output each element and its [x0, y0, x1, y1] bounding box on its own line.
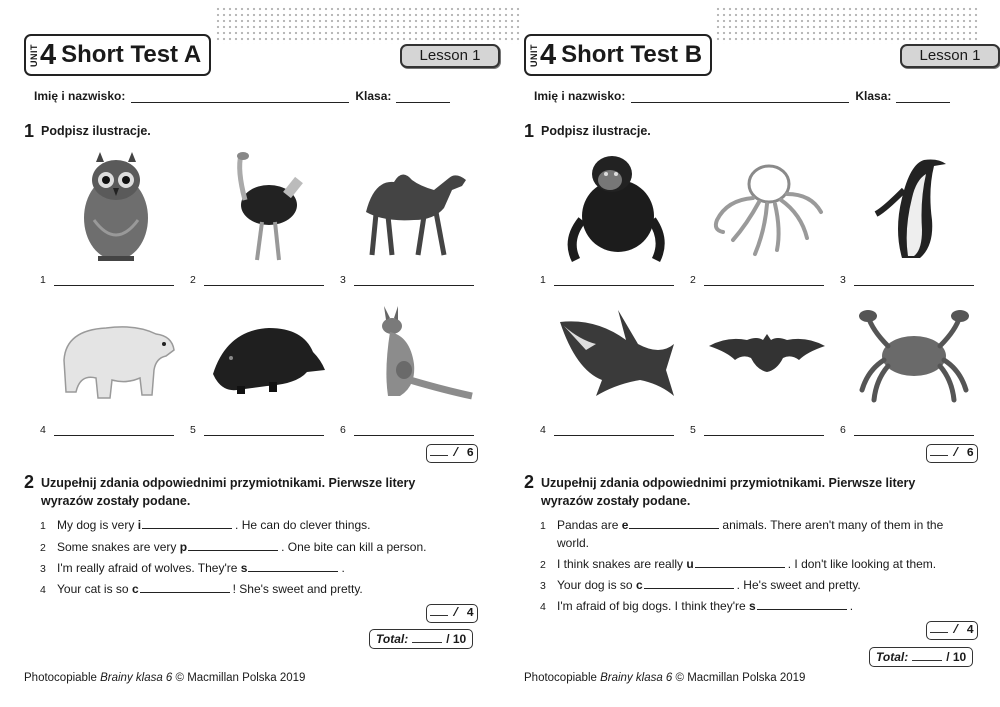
- label-line-2[interactable]: 2: [690, 274, 824, 286]
- label-line-6[interactable]: 6: [840, 424, 974, 436]
- test-page-a: [24, 0, 502, 707]
- label-line-5[interactable]: 5: [190, 424, 324, 436]
- label-line-5[interactable]: 5: [690, 424, 824, 436]
- shark-icon: [556, 300, 676, 415]
- answer-field-2[interactable]: [188, 540, 278, 551]
- total-score-box[interactable]: Total: / 10: [869, 647, 973, 667]
- sentence-4: 4 Your cat is so c ! She's sweet and pretty.: [40, 582, 363, 596]
- section-2-title-line-1: Uzupełnij zdania odpowiednimi przymiotnikami. Pierwsze litery: [41, 476, 416, 490]
- section-1-title: Podpisz ilustracje.: [41, 124, 151, 138]
- name-row: [34, 89, 450, 103]
- lesson-badge: Lesson 1: [400, 44, 500, 68]
- label-line-3[interactable]: 3: [340, 274, 474, 286]
- label-line-1[interactable]: 1: [40, 274, 174, 286]
- name-row: [534, 89, 950, 103]
- section-1-number: 1: [24, 121, 35, 141]
- answer-field-4[interactable]: [140, 582, 230, 593]
- answer-field-4[interactable]: [757, 599, 847, 610]
- kangaroo-icon: [354, 300, 474, 415]
- polar-bear-icon: [56, 300, 176, 415]
- class-label: Klasa:: [855, 89, 892, 103]
- chimpanzee-icon: [556, 150, 676, 265]
- score-box-section-1[interactable]: / 6: [926, 444, 978, 463]
- answer-field-2[interactable]: [695, 557, 785, 568]
- label-line-4[interactable]: 4: [40, 424, 174, 436]
- sentence-1-continuation: world.: [557, 536, 590, 550]
- section-1-number: 1: [524, 121, 535, 141]
- footer-copyright: Photocopiable Brainy klasa 6 © Macmillan Polska 2019: [524, 672, 806, 684]
- sentence-1: 1 My dog is very i . He can do clever things.: [40, 518, 371, 532]
- class-field[interactable]: [896, 91, 950, 103]
- unit-number: 4: [540, 38, 557, 71]
- lesson-badge: Lesson 1: [900, 44, 1000, 68]
- label-line-4[interactable]: 4: [540, 424, 674, 436]
- sentence-3: 3 Your dog is so c . He's sweet and pretty.: [540, 578, 861, 592]
- answer-field-3[interactable]: [248, 561, 338, 572]
- label-line-3[interactable]: 3: [840, 274, 974, 286]
- answer-field-1[interactable]: [629, 518, 719, 529]
- penguin-icon: [854, 150, 974, 265]
- class-label: Klasa:: [355, 89, 392, 103]
- octopus-icon: [707, 150, 827, 265]
- owl-icon: [56, 150, 176, 265]
- unit-number: 4: [40, 38, 57, 71]
- footer-copyright: Photocopiable Brainy klasa 6 © Macmillan Polska 2019: [24, 672, 306, 684]
- total-score-box[interactable]: Total: / 10: [369, 629, 473, 649]
- camel-icon: [354, 150, 474, 265]
- unit-title-box: [24, 34, 211, 76]
- score-box-section-2[interactable]: / 4: [926, 621, 978, 640]
- bat-icon: [707, 300, 827, 415]
- section-2-number: 2: [524, 472, 535, 492]
- name-label: Imię i nazwisko:: [534, 89, 626, 103]
- score-box-section-1[interactable]: / 6: [426, 444, 478, 463]
- unit-label: UNIT: [29, 43, 39, 67]
- section-2-number: 2: [24, 472, 35, 492]
- sentence-2: 2 I think snakes are really u . I don't like looking at them.: [540, 557, 937, 571]
- section-2-title-line-2: wyrazów zostały podane.: [41, 494, 191, 508]
- beaver-icon: [207, 300, 327, 415]
- label-line-2[interactable]: 2: [190, 274, 324, 286]
- section-2-title-line-1: Uzupełnij zdania odpowiednimi przymiotnikami. Pierwsze litery: [541, 476, 916, 490]
- section-2-title-line-2: wyrazów zostały podane.: [541, 494, 691, 508]
- answer-field-1[interactable]: [142, 518, 232, 529]
- score-box-section-2[interactable]: / 4: [426, 604, 478, 623]
- sentence-2: 2 Some snakes are very p . One bite can kill a person.: [40, 540, 427, 554]
- sentence-1: 1 Pandas are e animals. There aren't many of them in the: [540, 518, 944, 532]
- name-field[interactable]: [631, 91, 849, 103]
- class-field[interactable]: [396, 91, 450, 103]
- answer-field-3[interactable]: [644, 578, 734, 589]
- section-1-title: Podpisz ilustracje.: [541, 124, 651, 138]
- page-title: Short Test A: [61, 41, 202, 68]
- name-label: Imię i nazwisko:: [34, 89, 126, 103]
- ostrich-icon: [207, 150, 327, 265]
- sentence-4: 4 I'm afraid of big dogs. I think they're s .: [540, 599, 854, 613]
- crab-icon: [854, 300, 974, 415]
- unit-label: UNIT: [529, 43, 539, 67]
- unit-title-box: [524, 34, 712, 76]
- test-page-b: [524, 0, 1000, 707]
- label-line-1[interactable]: 1: [540, 274, 674, 286]
- page-title: Short Test B: [561, 41, 703, 68]
- label-line-6[interactable]: 6: [340, 424, 474, 436]
- sentence-3: 3 I'm really afraid of wolves. They're s .: [40, 561, 345, 575]
- name-field[interactable]: [131, 91, 349, 103]
